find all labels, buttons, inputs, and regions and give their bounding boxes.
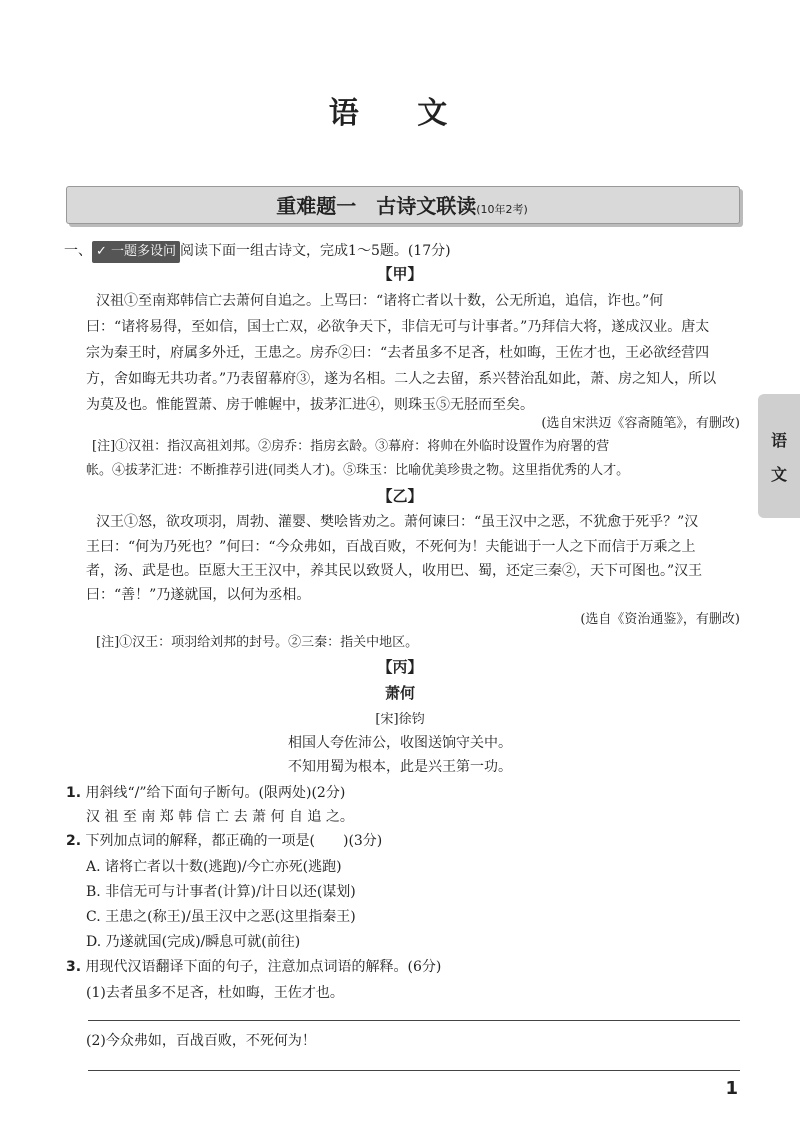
q3-item-1: (1)去者虽多不足吝，杜如晦，王佐才也。 bbox=[86, 985, 344, 1001]
jia-header: 【甲】 bbox=[377, 265, 423, 283]
multi-question-tag: ✓ 一题多设问 bbox=[92, 241, 180, 263]
question-text: 用斜线“/”给下面句子断句。(限两处)(2分) bbox=[85, 785, 346, 801]
question-number: 2. bbox=[66, 833, 82, 849]
question-text: 下列加点词的解释，都正确的一项是( )(3分) bbox=[85, 833, 383, 849]
yi-line-1: 汉王①怒，欲攻项羽，周勃、灌婴、樊哙皆劝之。萧何谏曰：“虽王汉中之恶，不犹愈于死乎？”汉 bbox=[96, 514, 699, 530]
side-tab-label bbox=[766, 424, 792, 492]
intro-text: 阅读下面一组古诗文，完成1～5题。(17分) bbox=[180, 243, 451, 259]
q3-item-2: (2)今众弗如，百战百败，不死何为！ bbox=[86, 1033, 316, 1049]
q2-option-c: C. 王患之(称王)/虽王汉中之恶(这里指秦王) bbox=[86, 909, 356, 925]
section-title bbox=[66, 190, 738, 219]
page-number: 1 bbox=[725, 1078, 738, 1099]
section-title-text: 重难题一 古诗文联读 bbox=[276, 194, 477, 218]
poem-author: [宋]徐钧 bbox=[375, 712, 425, 727]
q2-option-b: B. 非信无可与计事者(计算)/计日以还(谋划) bbox=[86, 884, 356, 900]
yi-line-3: 者，汤、武是也。臣愿大王王汉中，养其民以致贤人，收用巴、蜀，还定三秦②，天下可图也。”汉王 bbox=[86, 563, 703, 579]
poem-title: 萧何 bbox=[384, 684, 415, 702]
jia-line-5: 为莫及也。惟能置萧、房于帷幄中，拔茅汇进④，则珠玉⑤无胫而至矣。 bbox=[86, 397, 534, 413]
q2-option-a: A. 诸将亡者以十数(逃跑)/今亡亦死(逃跑) bbox=[86, 859, 342, 875]
jia-line-4: 方，舍如晦无共功者。”乃表留幕府③，遂为名相。二人之去留，系兴替治乱如此，萧、房之知人，所以 bbox=[86, 371, 717, 387]
subject-title: 语 文 bbox=[328, 96, 472, 131]
jia-note-2: 帐。④拔茅汇进：不断推荐引进(同类人才)。⑤珠玉：比喻优美珍贵之物。这里指优秀的人才。 bbox=[86, 463, 630, 478]
yi-note-1: [注]①汉王：项羽给刘邦的封号。②三秦：指关中地区。 bbox=[96, 635, 419, 650]
jia-note-1: [注]①汉祖：指汉高祖刘邦。②房乔：指房玄龄。③幕府：将帅在外临时设置作为府署的营 bbox=[92, 439, 610, 454]
question-1 bbox=[66, 782, 345, 804]
jia-line-1: 汉祖①至南郑韩信亡去萧何自追之。上骂曰：“诸将亡者以十数，公无所追，追信，诈也。”何 bbox=[96, 293, 664, 309]
question-number: 1. bbox=[66, 785, 82, 801]
yi-line-2: 王曰：“何为乃死也？”何曰：“今众弗如，百战百败，不死何为！夫能诎于一人之下而信于万乘之上 bbox=[86, 539, 696, 555]
side-tab-char-1: 语 bbox=[770, 431, 787, 450]
yi-header: 【乙】 bbox=[377, 487, 423, 505]
poem-line-2: 不知用蜀为根本，此是兴王第一功。 bbox=[288, 759, 512, 775]
question-2 bbox=[66, 830, 382, 852]
side-tab-char-2: 文 bbox=[770, 465, 787, 484]
intro-line bbox=[64, 240, 451, 263]
section-note: (10年2考) bbox=[476, 203, 528, 216]
q2-option-d: D. 乃遂就国(完成)/瞬息可就(前往) bbox=[86, 934, 301, 950]
jia-line-2: 曰：“诸将易得，至如信，国士亡双，必欲争天下，非信无可与计事者。”乃拜信大将，遂成汉业。唐太 bbox=[86, 319, 710, 335]
question-number: 3. bbox=[66, 959, 82, 975]
yi-line-4: 曰：“善！”乃遂就国，以何为丞相。 bbox=[86, 587, 311, 603]
poem-line-1: 相国人夸佐沛公，收图送饷守关中。 bbox=[288, 735, 512, 751]
question-3 bbox=[66, 956, 441, 978]
jia-line-3: 宗为秦王时，府属多外迁，王患之。房乔②曰：“去者虽多不足吝，杜如晦，王佐才也，王必欲经营四 bbox=[86, 345, 710, 361]
bing-header: 【丙】 bbox=[377, 658, 423, 676]
intro-prefix: 一、 bbox=[64, 243, 92, 259]
answer-line-2[interactable] bbox=[88, 1070, 740, 1071]
q1-sentence: 汉 祖 至 南 郑 韩 信 亡 去 萧 何 自 追 之。 bbox=[86, 809, 354, 825]
yi-source: (选自《资治通鉴》，有删改) bbox=[580, 612, 740, 627]
answer-line-1[interactable] bbox=[88, 1020, 740, 1021]
question-text: 用现代汉语翻译下面的句子，注意加点词语的解释。(6分) bbox=[85, 959, 442, 975]
jia-source: (选自宋洪迈《容斋随笔》，有删改) bbox=[541, 416, 740, 431]
